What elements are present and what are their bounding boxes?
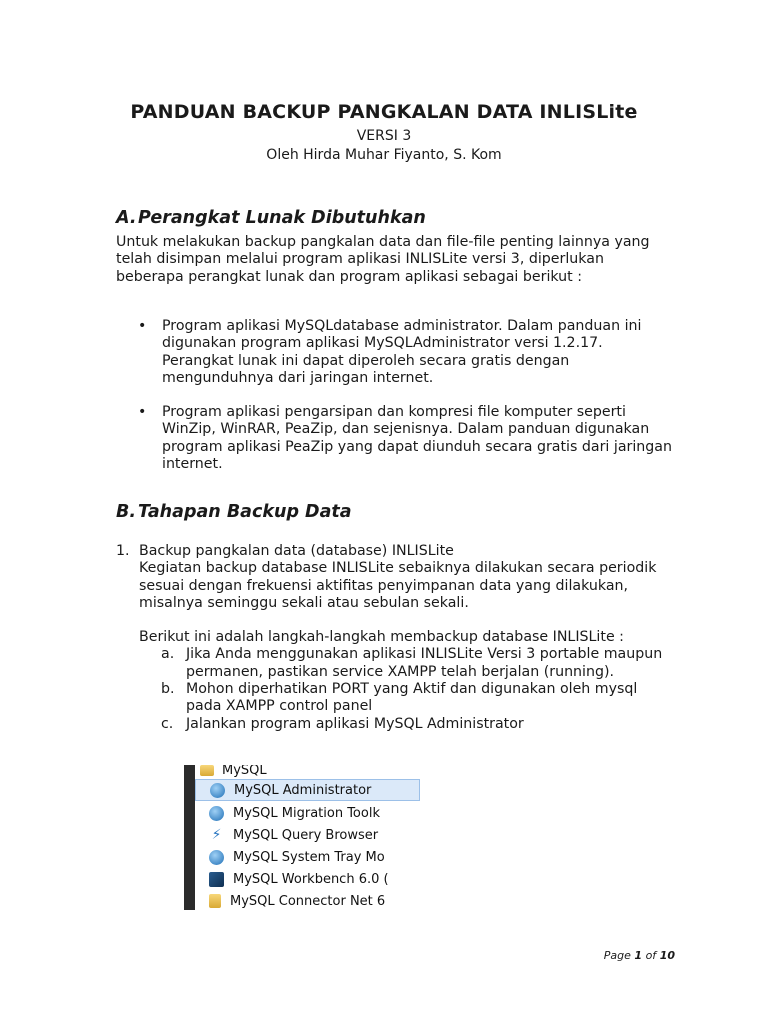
folder-label: MySQL <box>222 765 267 778</box>
substep-letter: b. <box>161 681 175 698</box>
list-item-text: Program aplikasi pengarsipan dan kompresi file komputer seperti WinZip, WinRAR, PeaZip, dan sejenisnya. Dalam panduan digunakan program aplikasi PeaZip yang dapat diunduh secara gratis dari jaringan internet. <box>162 404 672 473</box>
bullet-icon: • <box>138 404 147 421</box>
start-menu-item-label: MySQL Workbench 6.0 ( <box>233 871 389 887</box>
section-a-intro: Untuk melakukan backup pangkalan data dan file-file penting lainnya yang telah disimpan melalui program aplikasi INLISLite versi 3, diperlukan beberapa perangkat lunak dan program aplikasi sebagai berikut : <box>116 234 650 285</box>
start-menu-item-label: MySQL Query Browser <box>233 827 379 843</box>
start-menu-item-label: MySQL Migration Toolk <box>233 805 380 821</box>
substep-letter: c. <box>161 715 174 732</box>
mysql-workbench-icon <box>209 872 224 887</box>
mysql-administrator-icon <box>210 783 225 798</box>
list-item-text: Program aplikasi MySQLdatabase administrator. Dalam panduan ini digunakan program aplikasi MySQLAdministrator versi 1.2.17. Perangkat lunak ini dapat diperoleh secara gratis dengan mengunduhnya dari jaringan internet. <box>162 318 642 386</box>
document-version: VERSI 3 <box>356 128 412 144</box>
bullet-icon: • <box>138 318 147 334</box>
screenshot-edge <box>184 765 195 910</box>
mysql-system-tray-icon <box>209 850 224 865</box>
section-b-heading <box>116 502 352 522</box>
section-a-number: A. <box>116 208 137 228</box>
footer-of-word: of <box>645 949 657 962</box>
footer-total-pages: 10 <box>659 949 675 962</box>
step-1-description: Kegiatan backup database INLISLite sebaiknya dilakukan secara periodik sesuai dengan frekuensi aktifitas penyimpanan data yang dilakukan, misalnya seminggu sekali atau sebulan sekali. <box>139 560 657 611</box>
substep-text: Mohon diperhatikan PORT yang Aktif dan digunakan oleh mysql pada XAMPP control panel <box>186 681 638 715</box>
start-menu-item-mysql-administrator[interactable] <box>195 779 420 801</box>
mysql-migration-icon <box>209 806 224 821</box>
document-title: PANDUAN BACKUP PANGKALAN DATA INLISLite <box>130 101 638 123</box>
section-b-number: B. <box>116 502 136 522</box>
substep-text: Jika Anda menggunakan aplikasi INLISLite Versi 3 portable maupun permanen, pastikan service XAMPP telah berjalan (running). <box>186 646 663 680</box>
folder-icon <box>200 765 214 776</box>
step-1-title: Backup pangkalan data (database) INLISLite <box>139 543 454 559</box>
footer-page-word: Page <box>603 949 631 962</box>
step-1-number: 1. <box>116 543 130 559</box>
start-menu-item-label: MySQL Administrator <box>234 782 372 798</box>
section-a-title: Perangkat Lunak Dibutuhkan <box>138 208 426 228</box>
substep-item <box>139 646 676 681</box>
mysql-query-browser-icon: ⚡ <box>211 826 222 843</box>
substep-list <box>139 646 676 732</box>
substep-letter: a. <box>161 646 175 663</box>
start-menu-item-mysql-connector[interactable] <box>195 890 420 910</box>
step-1 <box>116 543 676 733</box>
start-menu-item-label: MySQL Connector Net 6 <box>230 893 386 909</box>
substep-text: Jalankan program aplikasi MySQL Administrator <box>186 715 524 732</box>
footer-page-number: 1 <box>634 949 643 962</box>
step-1-lead: Berikut ini adalah langkah-langkah membackup database INLISLite : <box>139 629 624 646</box>
section-b-title: Tahapan Backup Data <box>138 502 352 522</box>
substep-item <box>139 681 676 716</box>
start-menu-item-mysql-query-browser[interactable] <box>195 824 420 846</box>
start-menu-screenshot <box>184 765 420 910</box>
start-menu-item-mysql-migration[interactable] <box>195 802 420 824</box>
start-menu-item-mysql-workbench[interactable] <box>195 868 420 890</box>
list-item <box>138 318 678 387</box>
start-menu-item-label: MySQL System Tray Mo <box>233 849 385 865</box>
software-list <box>138 318 678 473</box>
start-menu-item-mysql-system-tray[interactable] <box>195 846 420 868</box>
mysql-connector-icon <box>209 894 221 908</box>
page-footer <box>604 949 675 962</box>
list-item <box>138 404 678 473</box>
substep-item <box>139 716 676 733</box>
document-author: Oleh Hirda Muhar Fiyanto, S. Kom <box>266 147 502 163</box>
section-a-heading <box>116 208 426 228</box>
